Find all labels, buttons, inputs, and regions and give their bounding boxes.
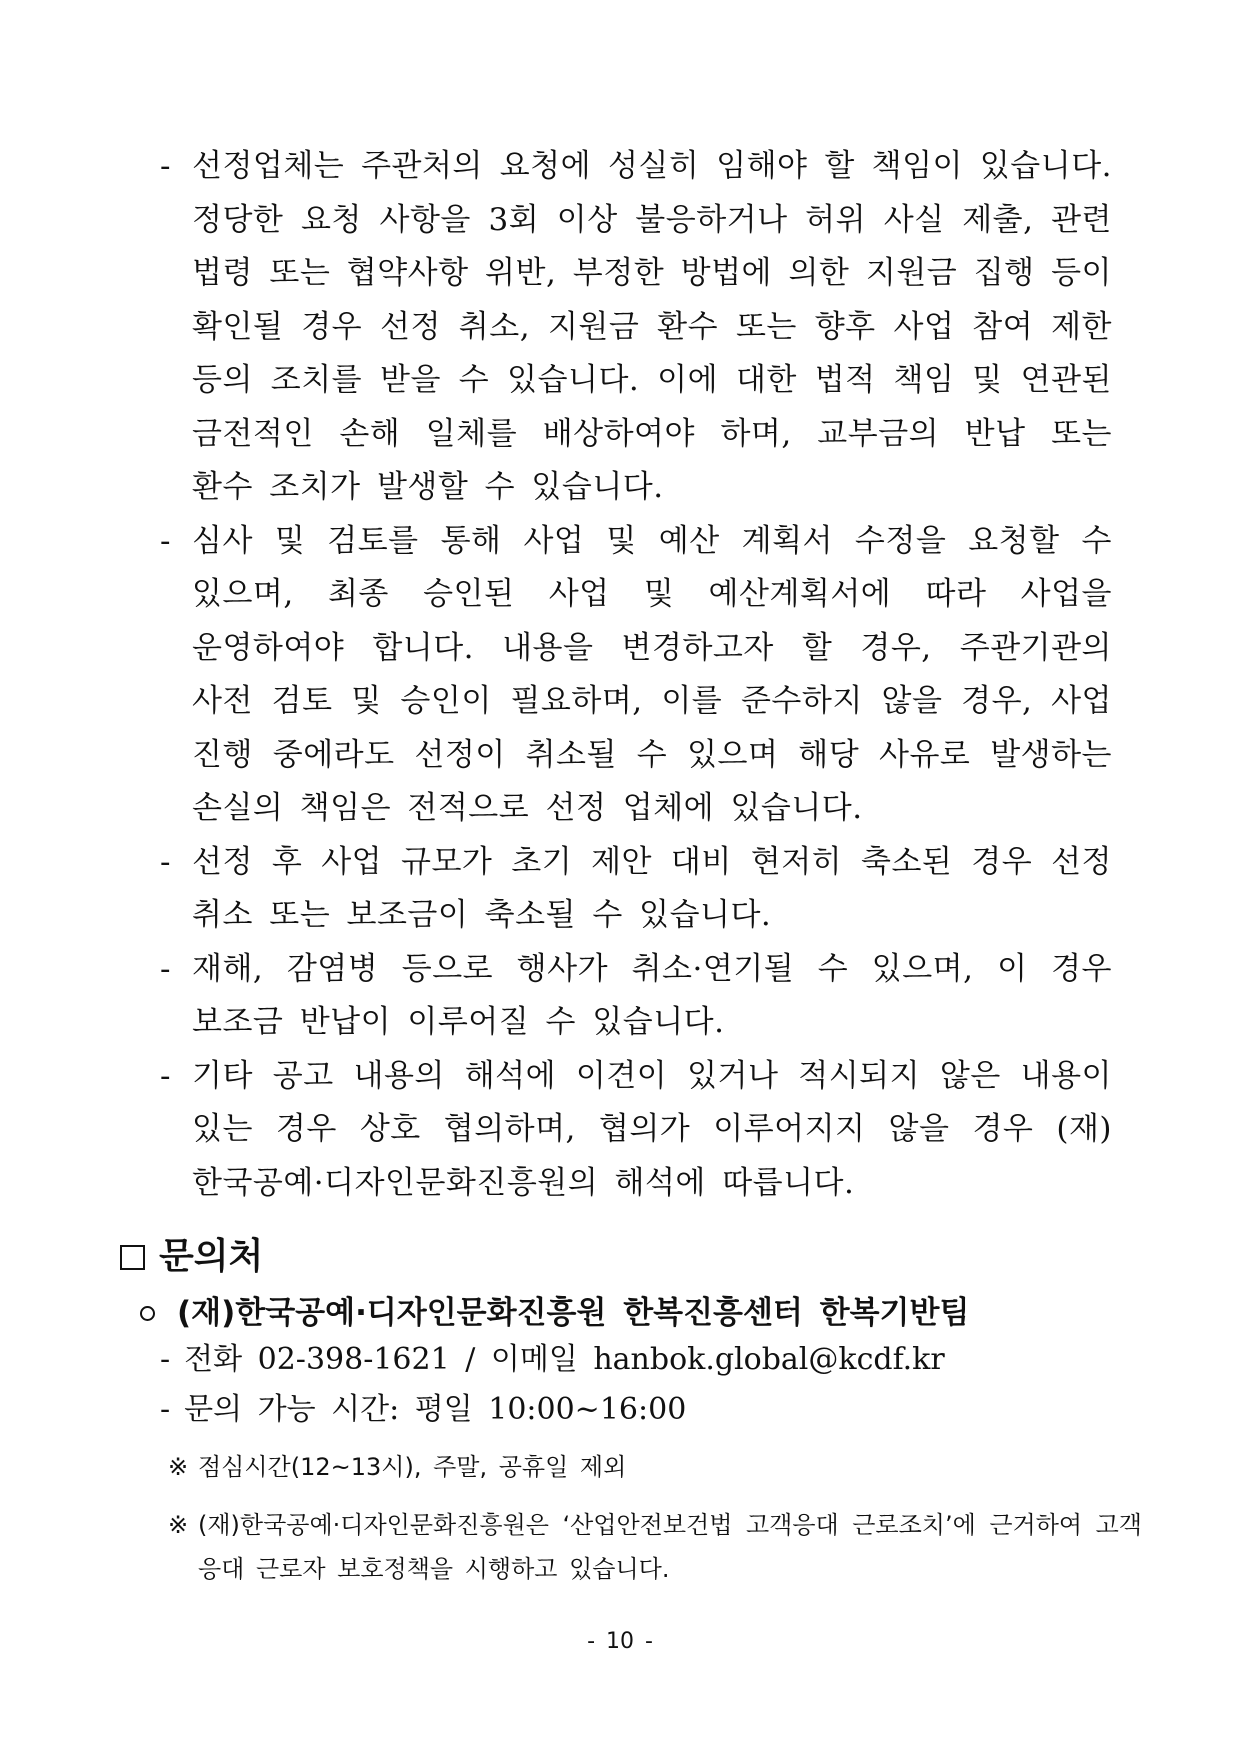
phone-email-text: 전화 02-398-1621 / 이메일 hanbok.global@kcdf.kr: [184, 1342, 945, 1377]
bullet-item: [160, 943, 1112, 1050]
organization-line: [140, 1290, 969, 1336]
contact-hours: [160, 1385, 1112, 1435]
bullet-item: [160, 515, 1112, 836]
bullet-marker: -: [160, 1057, 171, 1094]
bullet-text: 선정 후 사업 규모가 초기 제안 대비 현저히 축소된 경우 선정 취소 또는 보조금이 축소될 수 있습니다.: [192, 843, 1112, 933]
bullet-marker: -: [160, 148, 171, 184]
circle-bullet-icon: [140, 1306, 155, 1321]
notice-bullet-list: [160, 140, 1112, 1210]
bullet-item: [160, 1050, 1112, 1211]
contact-phone-email: [160, 1335, 1112, 1385]
bullet-text: 기타 공고 내용의 해석에 이견이 있거나 적시되지 않은 내용이 있는 경우 상호 협의하며, 협의가 이루어지지 않을 경우 (재)한국공예·디자인문화진흥원의 해석에 따릅니다.: [192, 1057, 1112, 1201]
bullet-text: 심사 및 검토를 통해 사업 및 예산 계획서 수정을 요청할 수 있으며, 최종 승인된 사업 및 예산계획서에 따라 사업을 운영하여야 합니다. 내용을 변경하고자 할 경우, 주관기관의 사전 검토 및 승인이 필요하며, 이를 준수하지 않을 경우, 사업 진행 중에라도 선정이 취소될 수 있으며 해당 사유로 발생하는 손실의 책임은 전적으로 선정 업체에 있습니다.: [192, 522, 1112, 826]
page-number: - 10 -: [587, 1629, 653, 1654]
bullet-text: 재해, 감염병 등으로 행사가 취소·연기될 수 있으며, 이 경우 보조금 반납이 이루어질 수 있습니다.: [192, 950, 1112, 1040]
reference-mark-icon: ※: [168, 1511, 189, 1539]
bullet-text: 선정업체는 주관처의 요청에 성실히 임해야 할 책임이 있습니다. 정당한 요청 사항을 3회 이상 불응하거나 허위 사실 제출, 관련 법령 또는 협약사항 위반, 부정한 방법에 의한 지원금 집행 등이 확인될 경우 선정 취소, 지원금 환수 또는 향후 사업 참여 제한 등의 조치를 받을 수 있습니다. 이에 대한 법적 책임 및 연관된 금전적인 손해 일체를 배상하여야 하며, 교부금의 반납 또는 환수 조치가 발생할 수 있습니다.: [192, 148, 1112, 505]
bullet-marker: -: [160, 522, 171, 559]
note-lunch-hours: [168, 1445, 1142, 1489]
inquiry-section-heading: [120, 1234, 263, 1280]
bullet-marker: -: [160, 1392, 171, 1427]
bullet-marker: -: [160, 950, 171, 987]
bullet-marker: -: [160, 1342, 171, 1377]
bullet-item: [160, 140, 1112, 515]
hours-text: 문의 가능 시간: 평일 10:00~16:00: [184, 1392, 687, 1427]
note-text: (재)한국공예·디자인문화진흥원은 ‘산업안전보건법 고객응대 근로조치’에 근거하여 고객 응대 근로자 보호정책을 시행하고 있습니다.: [198, 1511, 1142, 1583]
note-text: 점심시간(12~13시), 주말, 공휴일 제외: [198, 1453, 627, 1481]
reference-mark-icon: ※: [168, 1453, 189, 1481]
bullet-marker: -: [160, 843, 171, 880]
checkbox-square-icon: [120, 1245, 145, 1270]
note-worker-protection: [168, 1503, 1142, 1591]
organization-name: (재)한국공예·디자인문화진흥원 한복진흥센터 한복기반팀: [177, 1295, 970, 1331]
bullet-item: [160, 836, 1112, 943]
inquiry-title: 문의처: [159, 1236, 264, 1277]
